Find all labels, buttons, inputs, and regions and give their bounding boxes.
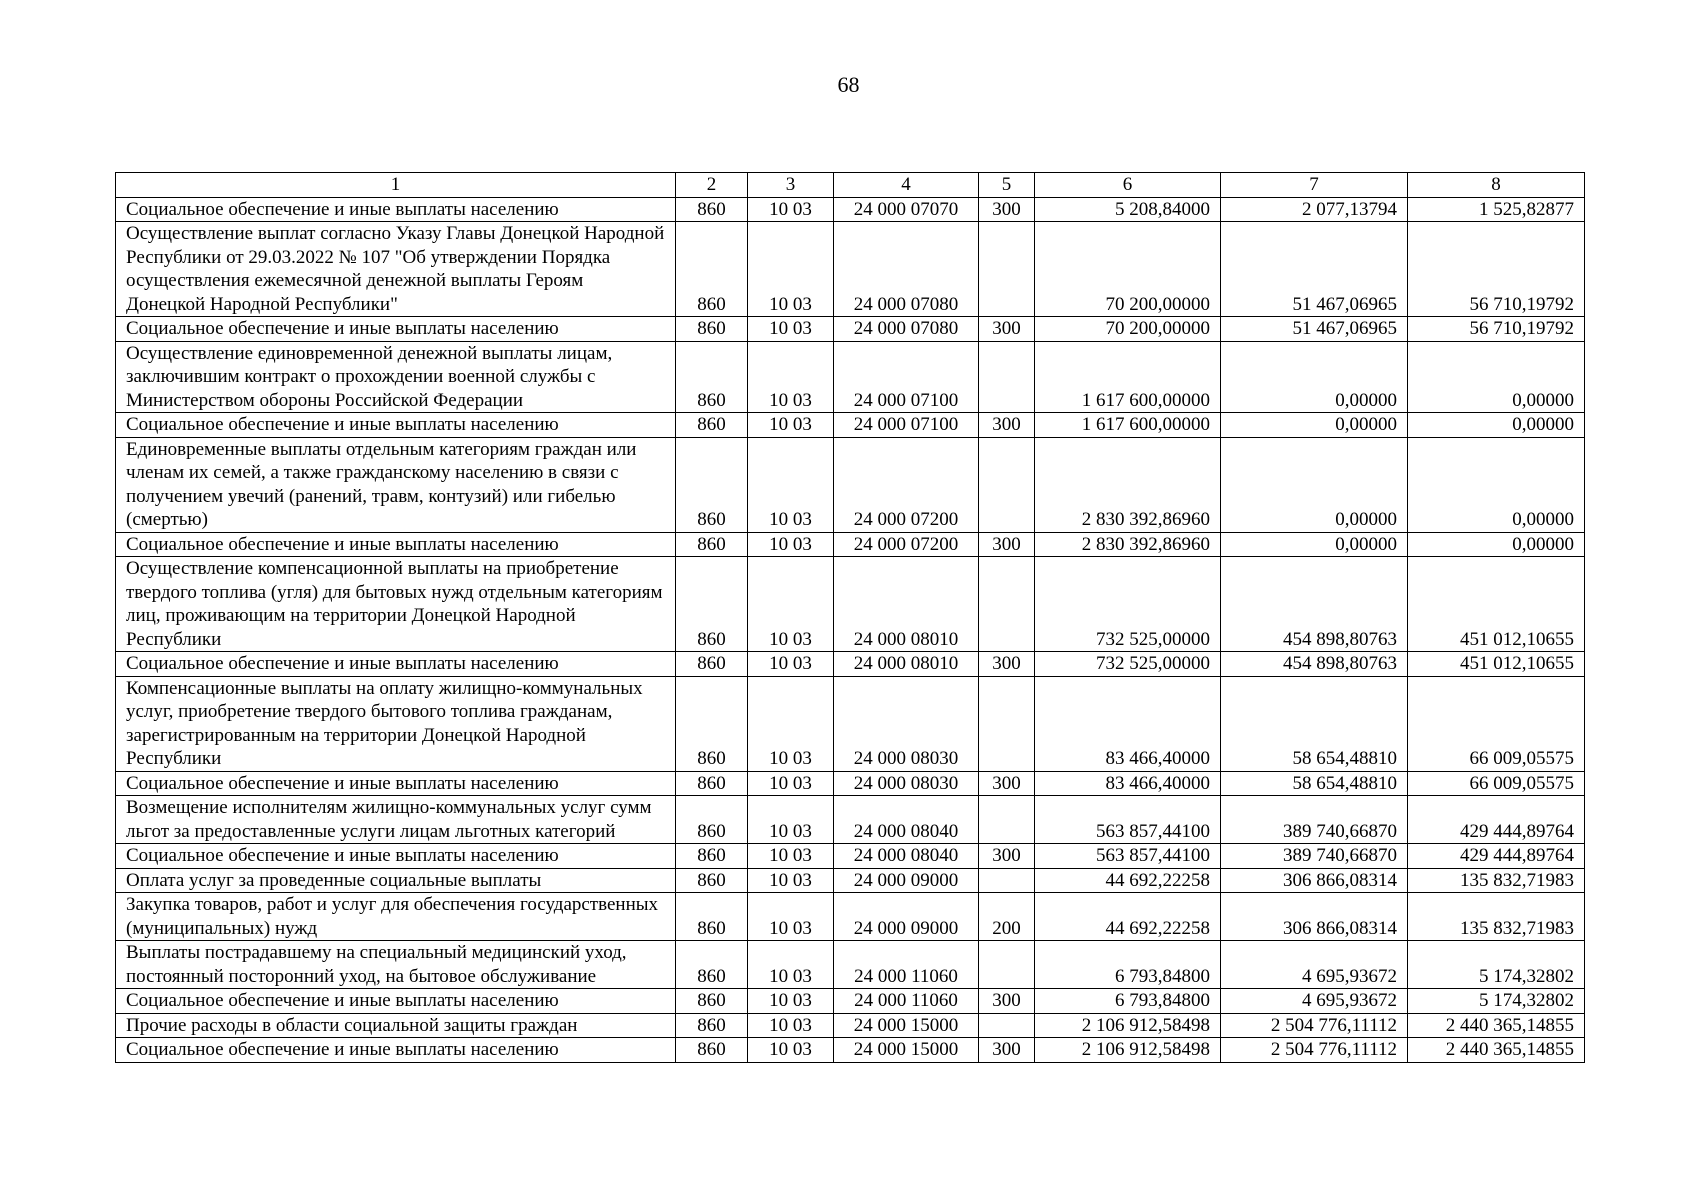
expense-type-cell bbox=[979, 868, 1035, 893]
amount-cell: 563 857,44100 bbox=[1035, 844, 1221, 869]
table-row bbox=[116, 437, 1585, 532]
amount-cell: 454 898,80763 bbox=[1221, 652, 1408, 677]
item-name-cell: Возмещение исполнителям жилищно-коммунальных услуг сумм льгот за предоставленные услуги лицам льготных категорий bbox=[116, 796, 676, 844]
item-name-cell: Социальное обеспечение и иные выплаты населению bbox=[116, 1038, 676, 1063]
budget-table bbox=[115, 172, 1585, 1063]
section-cell: 10 03 bbox=[748, 557, 834, 652]
table-row bbox=[116, 1038, 1585, 1063]
table-row bbox=[116, 341, 1585, 413]
amount-cell: 2 830 392,86960 bbox=[1035, 437, 1221, 532]
target-article-cell: 24 000 07100 bbox=[834, 413, 979, 438]
section-cell: 10 03 bbox=[748, 532, 834, 557]
expense-type-cell bbox=[979, 341, 1035, 413]
item-name-cell: Единовременные выплаты отдельным категориям граждан или членам их семей, а также гражданскому населению в связи с получением увечий (ранений, травм, контузий) или гибелью (смертью) bbox=[116, 437, 676, 532]
section-cell: 10 03 bbox=[748, 317, 834, 342]
section-cell: 10 03 bbox=[748, 868, 834, 893]
target-article-cell: 24 000 08010 bbox=[834, 557, 979, 652]
amount-cell: 2 830 392,86960 bbox=[1035, 532, 1221, 557]
target-article-cell: 24 000 08040 bbox=[834, 796, 979, 844]
amount-cell: 44 692,22258 bbox=[1035, 893, 1221, 941]
expense-type-cell: 300 bbox=[979, 197, 1035, 222]
amount-cell: 70 200,00000 bbox=[1035, 317, 1221, 342]
target-article-cell: 24 000 08010 bbox=[834, 652, 979, 677]
expense-type-cell bbox=[979, 796, 1035, 844]
expense-type-cell: 200 bbox=[979, 893, 1035, 941]
target-article-cell: 24 000 15000 bbox=[834, 1038, 979, 1063]
section-cell: 10 03 bbox=[748, 341, 834, 413]
amount-cell: 135 832,71983 bbox=[1408, 868, 1585, 893]
code-cell: 860 bbox=[676, 844, 748, 869]
amount-cell: 2 077,13794 bbox=[1221, 197, 1408, 222]
table-row bbox=[116, 844, 1585, 869]
section-cell: 10 03 bbox=[748, 844, 834, 869]
amount-cell: 451 012,10655 bbox=[1408, 557, 1585, 652]
target-article-cell: 24 000 11060 bbox=[834, 989, 979, 1014]
section-cell: 10 03 bbox=[748, 1013, 834, 1038]
target-article-cell: 24 000 11060 bbox=[834, 941, 979, 989]
amount-cell: 58 654,48810 bbox=[1221, 676, 1408, 771]
target-article-cell: 24 000 08040 bbox=[834, 844, 979, 869]
amount-cell: 1 525,82877 bbox=[1408, 197, 1585, 222]
item-name-cell: Оплата услуг за проведенные социальные выплаты bbox=[116, 868, 676, 893]
table-row bbox=[116, 413, 1585, 438]
code-cell: 860 bbox=[676, 868, 748, 893]
code-cell: 860 bbox=[676, 317, 748, 342]
target-article-cell: 24 000 07070 bbox=[834, 197, 979, 222]
amount-cell: 732 525,00000 bbox=[1035, 557, 1221, 652]
section-cell: 10 03 bbox=[748, 652, 834, 677]
item-name-cell: Социальное обеспечение и иные выплаты населению bbox=[116, 771, 676, 796]
amount-cell: 56 710,19792 bbox=[1408, 317, 1585, 342]
target-article-cell: 24 000 08030 bbox=[834, 676, 979, 771]
amount-cell: 0,00000 bbox=[1408, 341, 1585, 413]
expense-type-cell: 300 bbox=[979, 652, 1035, 677]
section-cell: 10 03 bbox=[748, 197, 834, 222]
amount-cell: 2 106 912,58498 bbox=[1035, 1038, 1221, 1063]
amount-cell: 58 654,48810 bbox=[1221, 771, 1408, 796]
amount-cell: 0,00000 bbox=[1221, 413, 1408, 438]
code-cell: 860 bbox=[676, 557, 748, 652]
amount-cell: 66 009,05575 bbox=[1408, 771, 1585, 796]
amount-cell: 0,00000 bbox=[1408, 413, 1585, 438]
header-row bbox=[116, 173, 1585, 198]
column-header: 5 bbox=[979, 173, 1035, 198]
target-article-cell: 24 000 07080 bbox=[834, 317, 979, 342]
column-header: 1 bbox=[116, 173, 676, 198]
table-row bbox=[116, 557, 1585, 652]
amount-cell: 2 440 365,14855 bbox=[1408, 1013, 1585, 1038]
target-article-cell: 24 000 08030 bbox=[834, 771, 979, 796]
amount-cell: 429 444,89764 bbox=[1408, 844, 1585, 869]
expense-type-cell bbox=[979, 557, 1035, 652]
expense-type-cell: 300 bbox=[979, 413, 1035, 438]
expense-type-cell: 300 bbox=[979, 989, 1035, 1014]
section-cell: 10 03 bbox=[748, 941, 834, 989]
amount-cell: 6 793,84800 bbox=[1035, 989, 1221, 1014]
amount-cell: 454 898,80763 bbox=[1221, 557, 1408, 652]
item-name-cell: Компенсационные выплаты на оплату жилищно-коммунальных услуг, приобретение твердого бытового топлива гражданам, зарегистрированным на территории Донецкой Народной Республики bbox=[116, 676, 676, 771]
target-article-cell: 24 000 09000 bbox=[834, 893, 979, 941]
item-name-cell: Социальное обеспечение и иные выплаты населению bbox=[116, 197, 676, 222]
amount-cell: 306 866,08314 bbox=[1221, 868, 1408, 893]
amount-cell: 1 617 600,00000 bbox=[1035, 341, 1221, 413]
code-cell: 860 bbox=[676, 413, 748, 438]
amount-cell: 135 832,71983 bbox=[1408, 893, 1585, 941]
target-article-cell: 24 000 15000 bbox=[834, 1013, 979, 1038]
expense-type-cell: 300 bbox=[979, 317, 1035, 342]
table-row bbox=[116, 796, 1585, 844]
amount-cell: 51 467,06965 bbox=[1221, 317, 1408, 342]
amount-cell: 389 740,66870 bbox=[1221, 796, 1408, 844]
amount-cell: 66 009,05575 bbox=[1408, 676, 1585, 771]
amount-cell: 2 106 912,58498 bbox=[1035, 1013, 1221, 1038]
item-name-cell: Прочие расходы в области социальной защиты граждан bbox=[116, 1013, 676, 1038]
table-row bbox=[116, 317, 1585, 342]
amount-cell: 1 617 600,00000 bbox=[1035, 413, 1221, 438]
code-cell: 860 bbox=[676, 222, 748, 317]
table-row bbox=[116, 1013, 1585, 1038]
table-row bbox=[116, 868, 1585, 893]
amount-cell: 2 440 365,14855 bbox=[1408, 1038, 1585, 1063]
amount-cell: 0,00000 bbox=[1408, 437, 1585, 532]
target-article-cell: 24 000 07100 bbox=[834, 341, 979, 413]
target-article-cell: 24 000 07200 bbox=[834, 437, 979, 532]
code-cell: 860 bbox=[676, 1013, 748, 1038]
amount-cell: 83 466,40000 bbox=[1035, 676, 1221, 771]
amount-cell: 0,00000 bbox=[1221, 532, 1408, 557]
expense-type-cell bbox=[979, 222, 1035, 317]
column-header: 7 bbox=[1221, 173, 1408, 198]
table-row bbox=[116, 893, 1585, 941]
amount-cell: 83 466,40000 bbox=[1035, 771, 1221, 796]
item-name-cell: Социальное обеспечение и иные выплаты населению bbox=[116, 532, 676, 557]
item-name-cell: Социальное обеспечение и иные выплаты населению bbox=[116, 844, 676, 869]
item-name-cell: Социальное обеспечение и иные выплаты населению bbox=[116, 413, 676, 438]
item-name-cell: Выплаты пострадавшему на специальный медицинский уход, постоянный посторонний уход, на бытовое обслуживание bbox=[116, 941, 676, 989]
column-header: 4 bbox=[834, 173, 979, 198]
code-cell: 860 bbox=[676, 771, 748, 796]
section-cell: 10 03 bbox=[748, 771, 834, 796]
target-article-cell: 24 000 07200 bbox=[834, 532, 979, 557]
table-row bbox=[116, 197, 1585, 222]
amount-cell: 563 857,44100 bbox=[1035, 796, 1221, 844]
item-name-cell: Социальное обеспечение и иные выплаты населению bbox=[116, 317, 676, 342]
item-name-cell: Осуществление единовременной денежной выплаты лицам, заключившим контракт о прохождении военной службы с Министерством обороны Российской Федерации bbox=[116, 341, 676, 413]
item-name-cell: Социальное обеспечение и иные выплаты населению bbox=[116, 652, 676, 677]
code-cell: 860 bbox=[676, 941, 748, 989]
expense-type-cell bbox=[979, 1013, 1035, 1038]
expense-type-cell bbox=[979, 676, 1035, 771]
amount-cell: 451 012,10655 bbox=[1408, 652, 1585, 677]
column-header: 6 bbox=[1035, 173, 1221, 198]
code-cell: 860 bbox=[676, 652, 748, 677]
expense-type-cell bbox=[979, 437, 1035, 532]
table-row bbox=[116, 652, 1585, 677]
table-row bbox=[116, 676, 1585, 771]
amount-cell: 5 174,32802 bbox=[1408, 989, 1585, 1014]
amount-cell: 70 200,00000 bbox=[1035, 222, 1221, 317]
section-cell: 10 03 bbox=[748, 893, 834, 941]
code-cell: 860 bbox=[676, 676, 748, 771]
expense-type-cell: 300 bbox=[979, 532, 1035, 557]
amount-cell: 44 692,22258 bbox=[1035, 868, 1221, 893]
table-row bbox=[116, 989, 1585, 1014]
column-header: 8 bbox=[1408, 173, 1585, 198]
expense-type-cell: 300 bbox=[979, 844, 1035, 869]
column-header: 3 bbox=[748, 173, 834, 198]
amount-cell: 2 504 776,11112 bbox=[1221, 1013, 1408, 1038]
target-article-cell: 24 000 07080 bbox=[834, 222, 979, 317]
column-header: 2 bbox=[676, 173, 748, 198]
section-cell: 10 03 bbox=[748, 413, 834, 438]
section-cell: 10 03 bbox=[748, 676, 834, 771]
code-cell: 860 bbox=[676, 437, 748, 532]
table-row bbox=[116, 941, 1585, 989]
code-cell: 860 bbox=[676, 341, 748, 413]
amount-cell: 4 695,93672 bbox=[1221, 989, 1408, 1014]
code-cell: 860 bbox=[676, 796, 748, 844]
amount-cell: 4 695,93672 bbox=[1221, 941, 1408, 989]
section-cell: 10 03 bbox=[748, 1038, 834, 1063]
section-cell: 10 03 bbox=[748, 222, 834, 317]
amount-cell: 429 444,89764 bbox=[1408, 796, 1585, 844]
amount-cell: 5 208,84000 bbox=[1035, 197, 1221, 222]
amount-cell: 2 504 776,11112 bbox=[1221, 1038, 1408, 1063]
table-row bbox=[116, 771, 1585, 796]
page-number: 68 bbox=[837, 72, 860, 97]
target-article-cell: 24 000 09000 bbox=[834, 868, 979, 893]
amount-cell: 389 740,66870 bbox=[1221, 844, 1408, 869]
item-name-cell: Социальное обеспечение и иные выплаты населению bbox=[116, 989, 676, 1014]
item-name-cell: Осуществление выплат согласно Указу Главы Донецкой Народной Республики от 29.03.2022 № 107 "Об утверждении Порядка осуществления ежемесячной денежной выплаты Героям Донецкой Народной Республики" bbox=[116, 222, 676, 317]
section-cell: 10 03 bbox=[748, 796, 834, 844]
expense-type-cell: 300 bbox=[979, 1038, 1035, 1063]
code-cell: 860 bbox=[676, 532, 748, 557]
code-cell: 860 bbox=[676, 1038, 748, 1063]
amount-cell: 306 866,08314 bbox=[1221, 893, 1408, 941]
amount-cell: 56 710,19792 bbox=[1408, 222, 1585, 317]
amount-cell: 51 467,06965 bbox=[1221, 222, 1408, 317]
table-row bbox=[116, 532, 1585, 557]
table-row bbox=[116, 222, 1585, 317]
amount-cell: 6 793,84800 bbox=[1035, 941, 1221, 989]
amount-cell: 0,00000 bbox=[1408, 532, 1585, 557]
code-cell: 860 bbox=[676, 989, 748, 1014]
amount-cell: 0,00000 bbox=[1221, 341, 1408, 413]
section-cell: 10 03 bbox=[748, 989, 834, 1014]
amount-cell: 0,00000 bbox=[1221, 437, 1408, 532]
expense-type-cell: 300 bbox=[979, 771, 1035, 796]
section-cell: 10 03 bbox=[748, 437, 834, 532]
item-name-cell: Осуществление компенсационной выплаты на приобретение твердого топлива (угля) для бытовых нужд отдельным категориям лиц, проживающим на территории Донецкой Народной Республики bbox=[116, 557, 676, 652]
amount-cell: 5 174,32802 bbox=[1408, 941, 1585, 989]
item-name-cell: Закупка товаров, работ и услуг для обеспечения государственных (муниципальных) нужд bbox=[116, 893, 676, 941]
code-cell: 860 bbox=[676, 197, 748, 222]
amount-cell: 732 525,00000 bbox=[1035, 652, 1221, 677]
code-cell: 860 bbox=[676, 893, 748, 941]
expense-type-cell bbox=[979, 941, 1035, 989]
